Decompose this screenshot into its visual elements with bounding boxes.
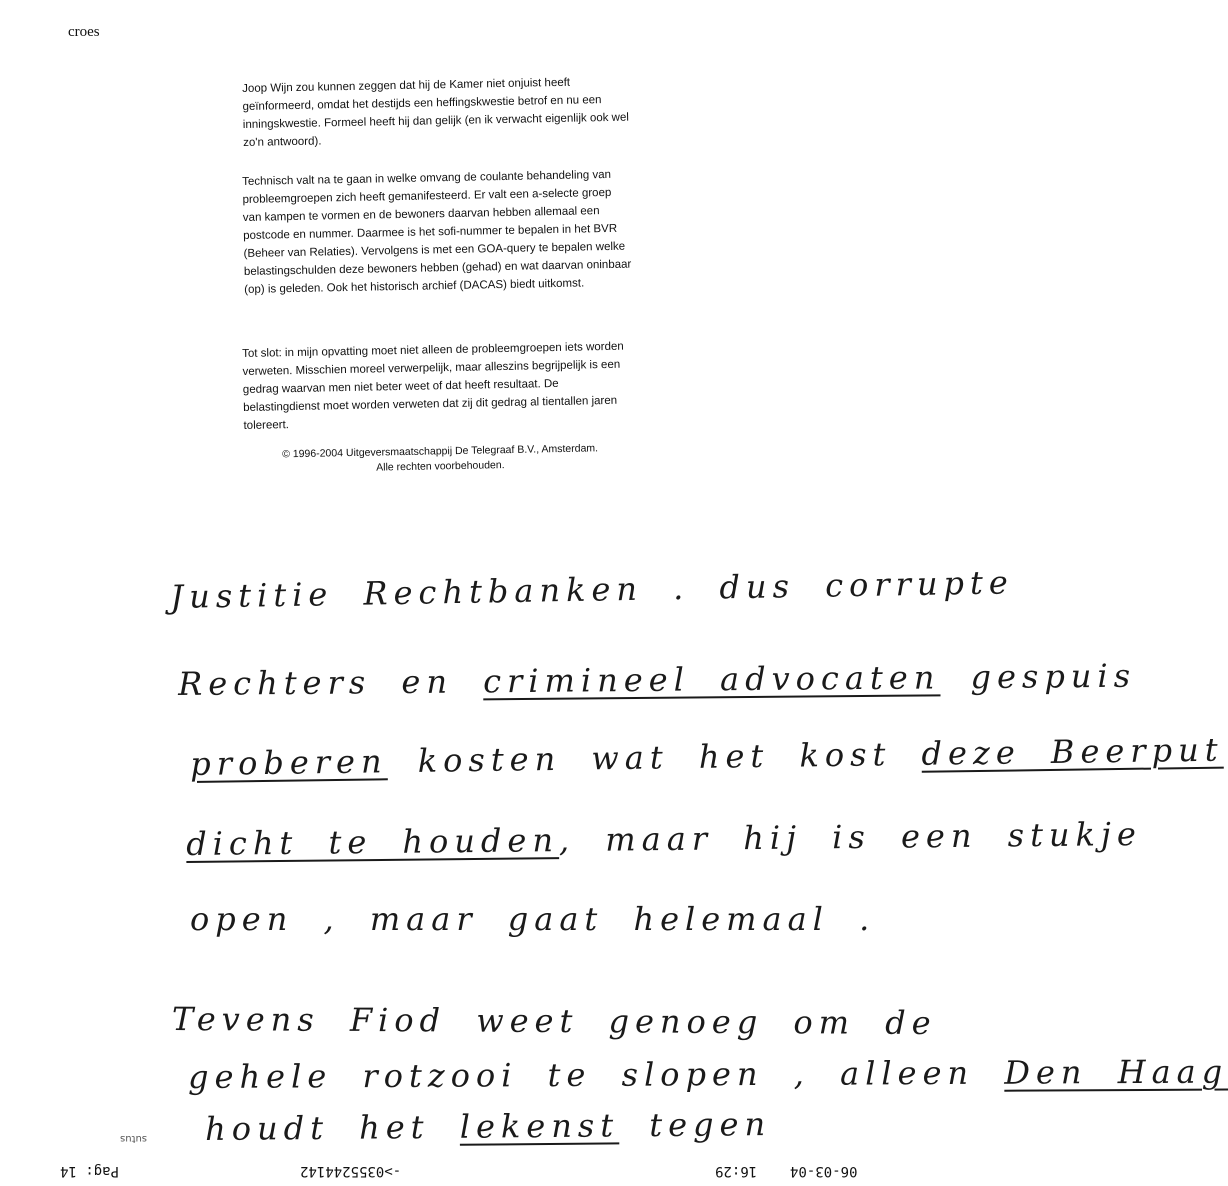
handwritten-underlined-text: proberen <box>190 742 388 783</box>
article-paragraph-2: Technisch valt na te gaan in welke omvang de coulante behandeling van probleemgroepen zich heeft gemanifesteerd. Er valt een a-selecte groep van kampen te vormen en de bewoners daarvan hebben allemaal een postcode en nummer. Daarmee is het sofi-nummer te bepalen in het BVR (Beheer van Relaties). Vervolgens is met een GOA-query te bepalen welke belastingschulden deze bewoners hebben (gehad) en wat daarvan oninbaar (op) is geleden. Ook het historisch archief (DACAS) biedt uitkomst. <box>242 168 632 296</box>
copyright-line-1: © 1996-2004 Uitgeversmaatschappij De Telegraaf B.V., Amsterdam. <box>282 442 599 461</box>
handwritten-text: kosten wat het kost <box>387 734 922 781</box>
handwritten-underlined-text: Den Haag <box>1004 1052 1228 1092</box>
fax-time: 16:29 <box>715 1163 758 1179</box>
handwritten-line-1 <box>170 563 1014 616</box>
handwritten-underlined-text: crimineel advocaten <box>482 658 941 701</box>
fax-phone-number: ->0355244142 <box>300 1163 402 1179</box>
article-paragraph-1: Joop Wijn zou kunnen zeggen dat hij de Kamer niet onjuist heeft geïnformeerd, omdat het destijds een heffingskwestie betrof en nu een inningskwestie. Formeel heeft hij dan gelijk (en ik verwacht eigenlijk ook wel zo'n antwoord). <box>242 76 629 149</box>
handwritten-text: Tevens Fiod weet genoeg om de <box>171 1000 937 1043</box>
handwritten-text: gehele rotzooi te slopen , alleen <box>188 1053 1005 1096</box>
handwritten-underlined-text: lekenst <box>459 1106 620 1146</box>
handwritten-line-6 <box>172 1000 937 1042</box>
handwritten-text: Rechters en <box>178 662 484 703</box>
handwritten-line-2 <box>178 657 1136 703</box>
handwritten-text: Justitie Rechtbanken . dus corrupte <box>170 563 1015 616</box>
handwritten-text: houdt het <box>205 1107 460 1148</box>
fax-footer <box>0 1163 900 1183</box>
handwritten-line-3 <box>190 731 1224 783</box>
handwritten-line-7 <box>188 1053 1228 1096</box>
handwritten-text: open , maar gaat helemaal . <box>190 900 876 938</box>
handwritten-text: , maar hij is een stukje <box>558 814 1142 860</box>
handwritten-text: gespuis <box>940 656 1137 697</box>
margin-mark: sutus <box>120 1133 148 1144</box>
handwritten-text: tegen <box>618 1105 772 1145</box>
handwritten-line-4 <box>186 815 1142 863</box>
article-paragraph-3: Tot slot: in mijn opvatting moet niet alleen de probleemgroepen iets worden verweten. Misschien moreel verwerpelijk, maar alleszins begrijpelijk is een gedrag waarvan men niet beter weet of dat heeft resultaat. De belastingdienst moet worden verweten dat zij dit gedrag al tientallen jaren tolereert. <box>242 340 624 432</box>
copyright-notice <box>250 441 631 478</box>
fax-page-number: Pag: 14 <box>60 1163 120 1179</box>
fax-date: 06-03-04 <box>790 1163 858 1179</box>
header-name: croes <box>68 24 100 40</box>
handwritten-line-5 <box>190 900 875 938</box>
handwritten-underlined-text: dicht te houden <box>186 821 560 863</box>
copyright-line-2: Alle rechten voorbehouden. <box>376 459 505 474</box>
handwritten-line-8 <box>205 1105 771 1148</box>
handwritten-underlined-text: deze Beerput <box>921 730 1224 773</box>
